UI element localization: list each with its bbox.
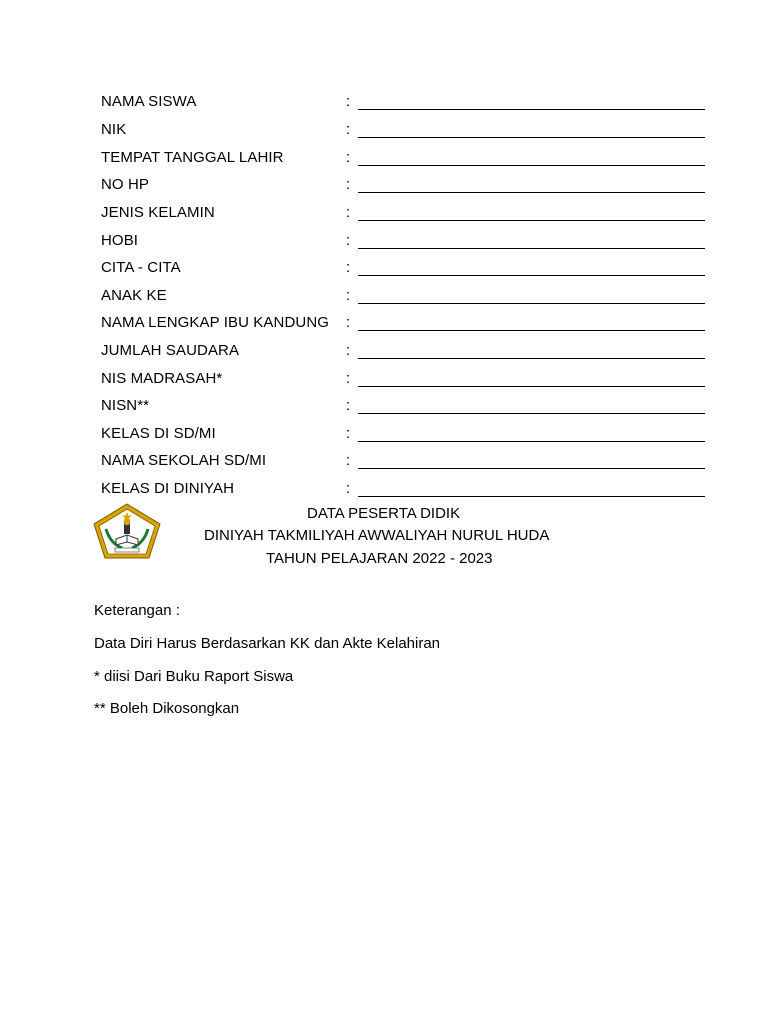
- field-label: TEMPAT TANGGAL LAHIR: [101, 149, 284, 166]
- field-colon: :: [346, 342, 351, 359]
- field-label: NISN**: [101, 397, 150, 414]
- form-row-tempat-tanggal-lahir: [0, 145, 768, 172]
- field-colon: :: [346, 314, 351, 331]
- field-colon: :: [346, 397, 351, 414]
- field-label: NO HP: [101, 176, 150, 193]
- form-row-nama-siswa: [0, 89, 768, 116]
- field-label: HOBI: [101, 232, 139, 249]
- fill-in-line: [358, 248, 705, 249]
- form-row-nama-lengkap-ibu-kandung: [0, 310, 768, 337]
- field-colon: :: [346, 204, 351, 221]
- fill-in-line: [358, 275, 705, 276]
- fill-in-line: [358, 441, 705, 442]
- field-colon: :: [346, 259, 351, 276]
- field-colon: :: [346, 287, 351, 304]
- note-item: ** Boleh Dikosongkan: [94, 700, 240, 717]
- header-title: DATA PESERTA DIDIK: [307, 505, 461, 522]
- fill-in-line: [358, 192, 705, 193]
- document-header: [0, 503, 768, 573]
- field-label: JENIS KELAMIN: [101, 204, 215, 221]
- form-row-anak-ke: [0, 283, 768, 310]
- fill-in-line: [358, 358, 705, 359]
- form-row-nik: [0, 117, 768, 144]
- notes-title: Keterangan :: [94, 602, 180, 619]
- form-row-kelas-diniyah: [0, 476, 768, 503]
- field-colon: :: [346, 370, 351, 387]
- fill-in-line: [358, 109, 705, 110]
- field-colon: :: [346, 121, 351, 138]
- fill-in-line: [358, 330, 705, 331]
- form-row-jenis-kelamin: [0, 200, 768, 227]
- field-label: ANAK KE: [101, 287, 167, 304]
- form-row-no-hp: [0, 172, 768, 199]
- form-row-nisn: [0, 393, 768, 420]
- field-colon: :: [346, 232, 351, 249]
- form-row-cita-cita: [0, 255, 768, 282]
- field-label: CITA - CITA: [101, 259, 181, 276]
- header-institution: DINIYAH TAKMILIYAH AWWALIYAH NURUL HUDA: [204, 527, 550, 544]
- field-label: KELAS DI DINIYAH: [101, 480, 235, 497]
- field-label: NIS MADRASAH*: [101, 370, 223, 387]
- field-label: NAMA LENGKAP IBU KANDUNG: [101, 314, 330, 331]
- field-colon: :: [346, 93, 351, 110]
- form-row-nis-madrasah: [0, 366, 768, 393]
- field-label: JUMLAH SAUDARA: [101, 342, 240, 359]
- form-row-jumlah-saudara: [0, 338, 768, 365]
- field-colon: :: [346, 149, 351, 166]
- fill-in-line: [358, 413, 705, 414]
- field-colon: :: [346, 176, 351, 193]
- fill-in-line: [358, 137, 705, 138]
- note-item: Data Diri Harus Berdasarkan KK dan Akte Kelahiran: [94, 635, 441, 652]
- field-label: NIK: [101, 121, 127, 138]
- field-label: NAMA SEKOLAH SD/MI: [101, 452, 267, 469]
- fill-in-line: [358, 386, 705, 387]
- field-colon: :: [346, 480, 351, 497]
- ministry-emblem-icon: [92, 503, 162, 559]
- fill-in-line: [358, 220, 705, 221]
- fill-in-line: [358, 303, 705, 304]
- field-colon: :: [346, 452, 351, 469]
- fill-in-line: [358, 165, 705, 166]
- field-label: NAMA SISWA: [101, 93, 197, 110]
- form-row-hobi: [0, 228, 768, 255]
- header-academic-year: TAHUN PELAJARAN 2022 - 2023: [266, 550, 493, 567]
- field-colon: :: [346, 425, 351, 442]
- fill-in-line: [358, 468, 705, 469]
- field-label: KELAS DI SD/MI: [101, 425, 216, 442]
- form-row-kelas-sd-mi: [0, 421, 768, 448]
- form-row-nama-sekolah-sd-mi: [0, 448, 768, 475]
- note-item: * diisi Dari Buku Raport Siswa: [94, 668, 294, 685]
- fill-in-line: [358, 496, 705, 497]
